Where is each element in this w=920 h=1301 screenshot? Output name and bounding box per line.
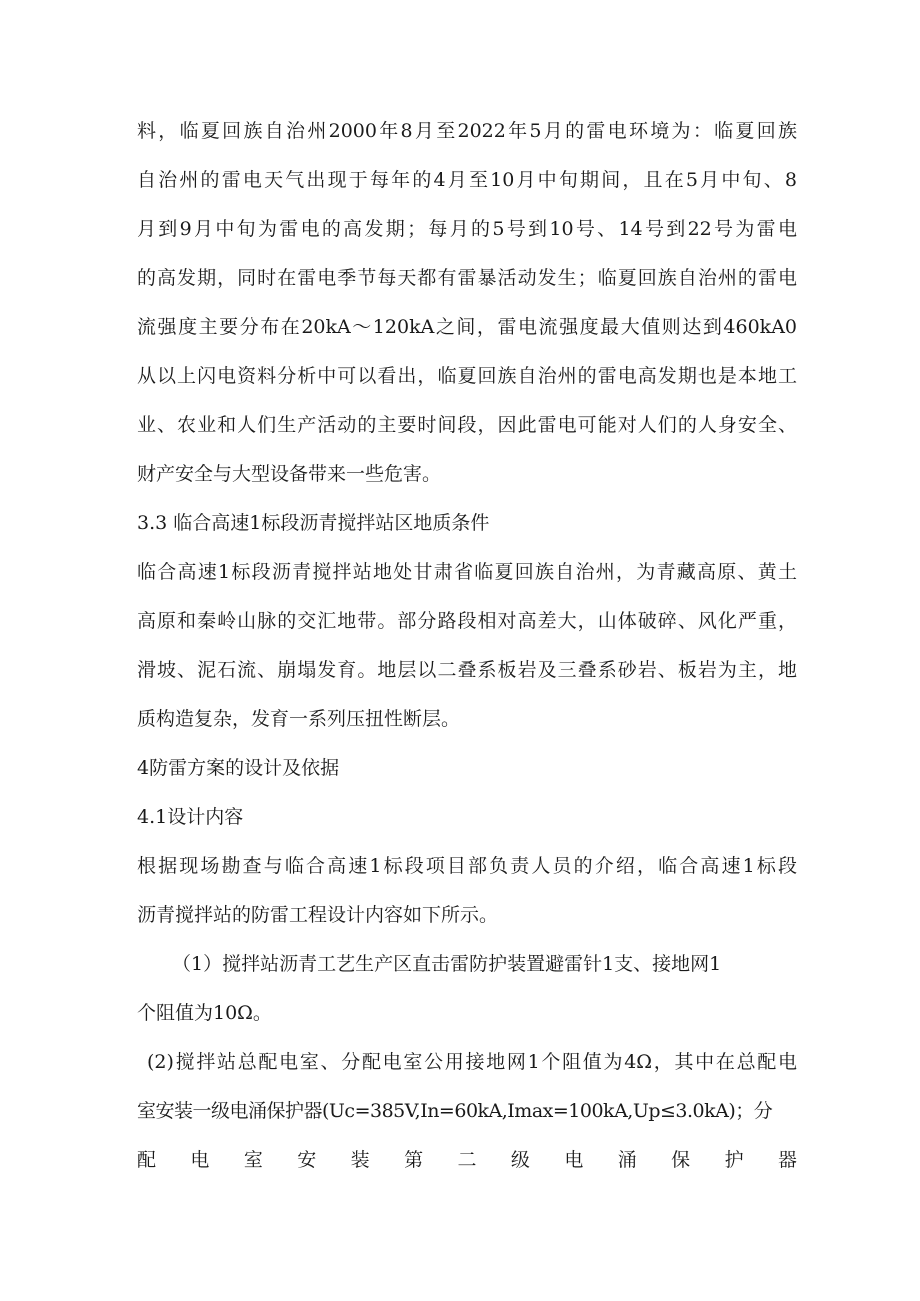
paragraph-line: 料，临夏回族自治州2000年8月至2022年5月的雷电环境为：临夏回族 [137,120,797,142]
paragraph-line: 流强度主要分布在20kA～120kA之间，雷电流强度最大值则达到460kA0 [137,316,797,338]
list-item-line: 配电室安装第二级电涌保护器 [137,1149,797,1171]
paragraph-line: 的高发期，同时在雷电季节每天都有雷暴活动发生；临夏回族自治州的雷电 [137,267,797,289]
subsection-heading: 4.1设计内容 [137,806,244,828]
paragraph-line: 从以上闪电资料分析中可以看出，临夏回族自治州的雷电高发期也是本地工 [137,365,797,387]
paragraph-line: 滑坡、泥石流、崩塌发育。地层以二叠系板岩及三叠系砂岩、板岩为主，地 [137,659,797,681]
paragraph-line: 高原和秦岭山脉的交汇地带。部分路段相对高差大，山体破碎、风化严重， [137,610,797,632]
list-item-line: (2)搅拌站总配电室、分配电室公用接地网1个阻值为4Ω，其中在总配电 [147,1051,797,1073]
section-heading: 4防雷方案的设计及依据 [137,757,340,779]
list-item-line: 室安装一级电涌保护器(Uc=385V,In=60kA,Imax=100kA,Up≤3.0kA)；分 [137,1100,773,1122]
paragraph-line: 自治州的雷电天气出现于每年的4月至10月中旬期间，且在5月中旬、8 [137,169,797,191]
paragraph-line: 月到9月中旬为雷电的高发期；每月的5号到10号、14号到22号为雷电 [137,218,797,240]
list-item-line: 个阻值为10Ω。 [137,1002,272,1024]
paragraph-line: 业、农业和人们生产活动的主要时间段，因此雷电可能对人们的人身安全、 [137,414,797,436]
paragraph-line: 临合高速1标段沥青搅拌站地处甘肃省临夏回族自治州，为青藏高原、黄土 [137,561,797,583]
list-item-line: （1）搅拌站沥青工艺生产区直击雷防护装置避雷针1支、接地网1 [172,953,722,975]
paragraph-line: 根据现场勘查与临合高速1标段项目部负责人员的介绍，临合高速1标段 [137,855,797,877]
paragraph-line: 沥青搅拌站的防雷工程设计内容如下所示。 [137,904,499,926]
section-heading: 3.3 临合高速1标段沥青搅拌站区地质条件 [137,512,490,534]
paragraph-line: 质构造复杂，发育一系列压扭性断层。 [137,708,461,730]
paragraph-line: 财产安全与大型设备带来一些危害。 [137,463,442,485]
